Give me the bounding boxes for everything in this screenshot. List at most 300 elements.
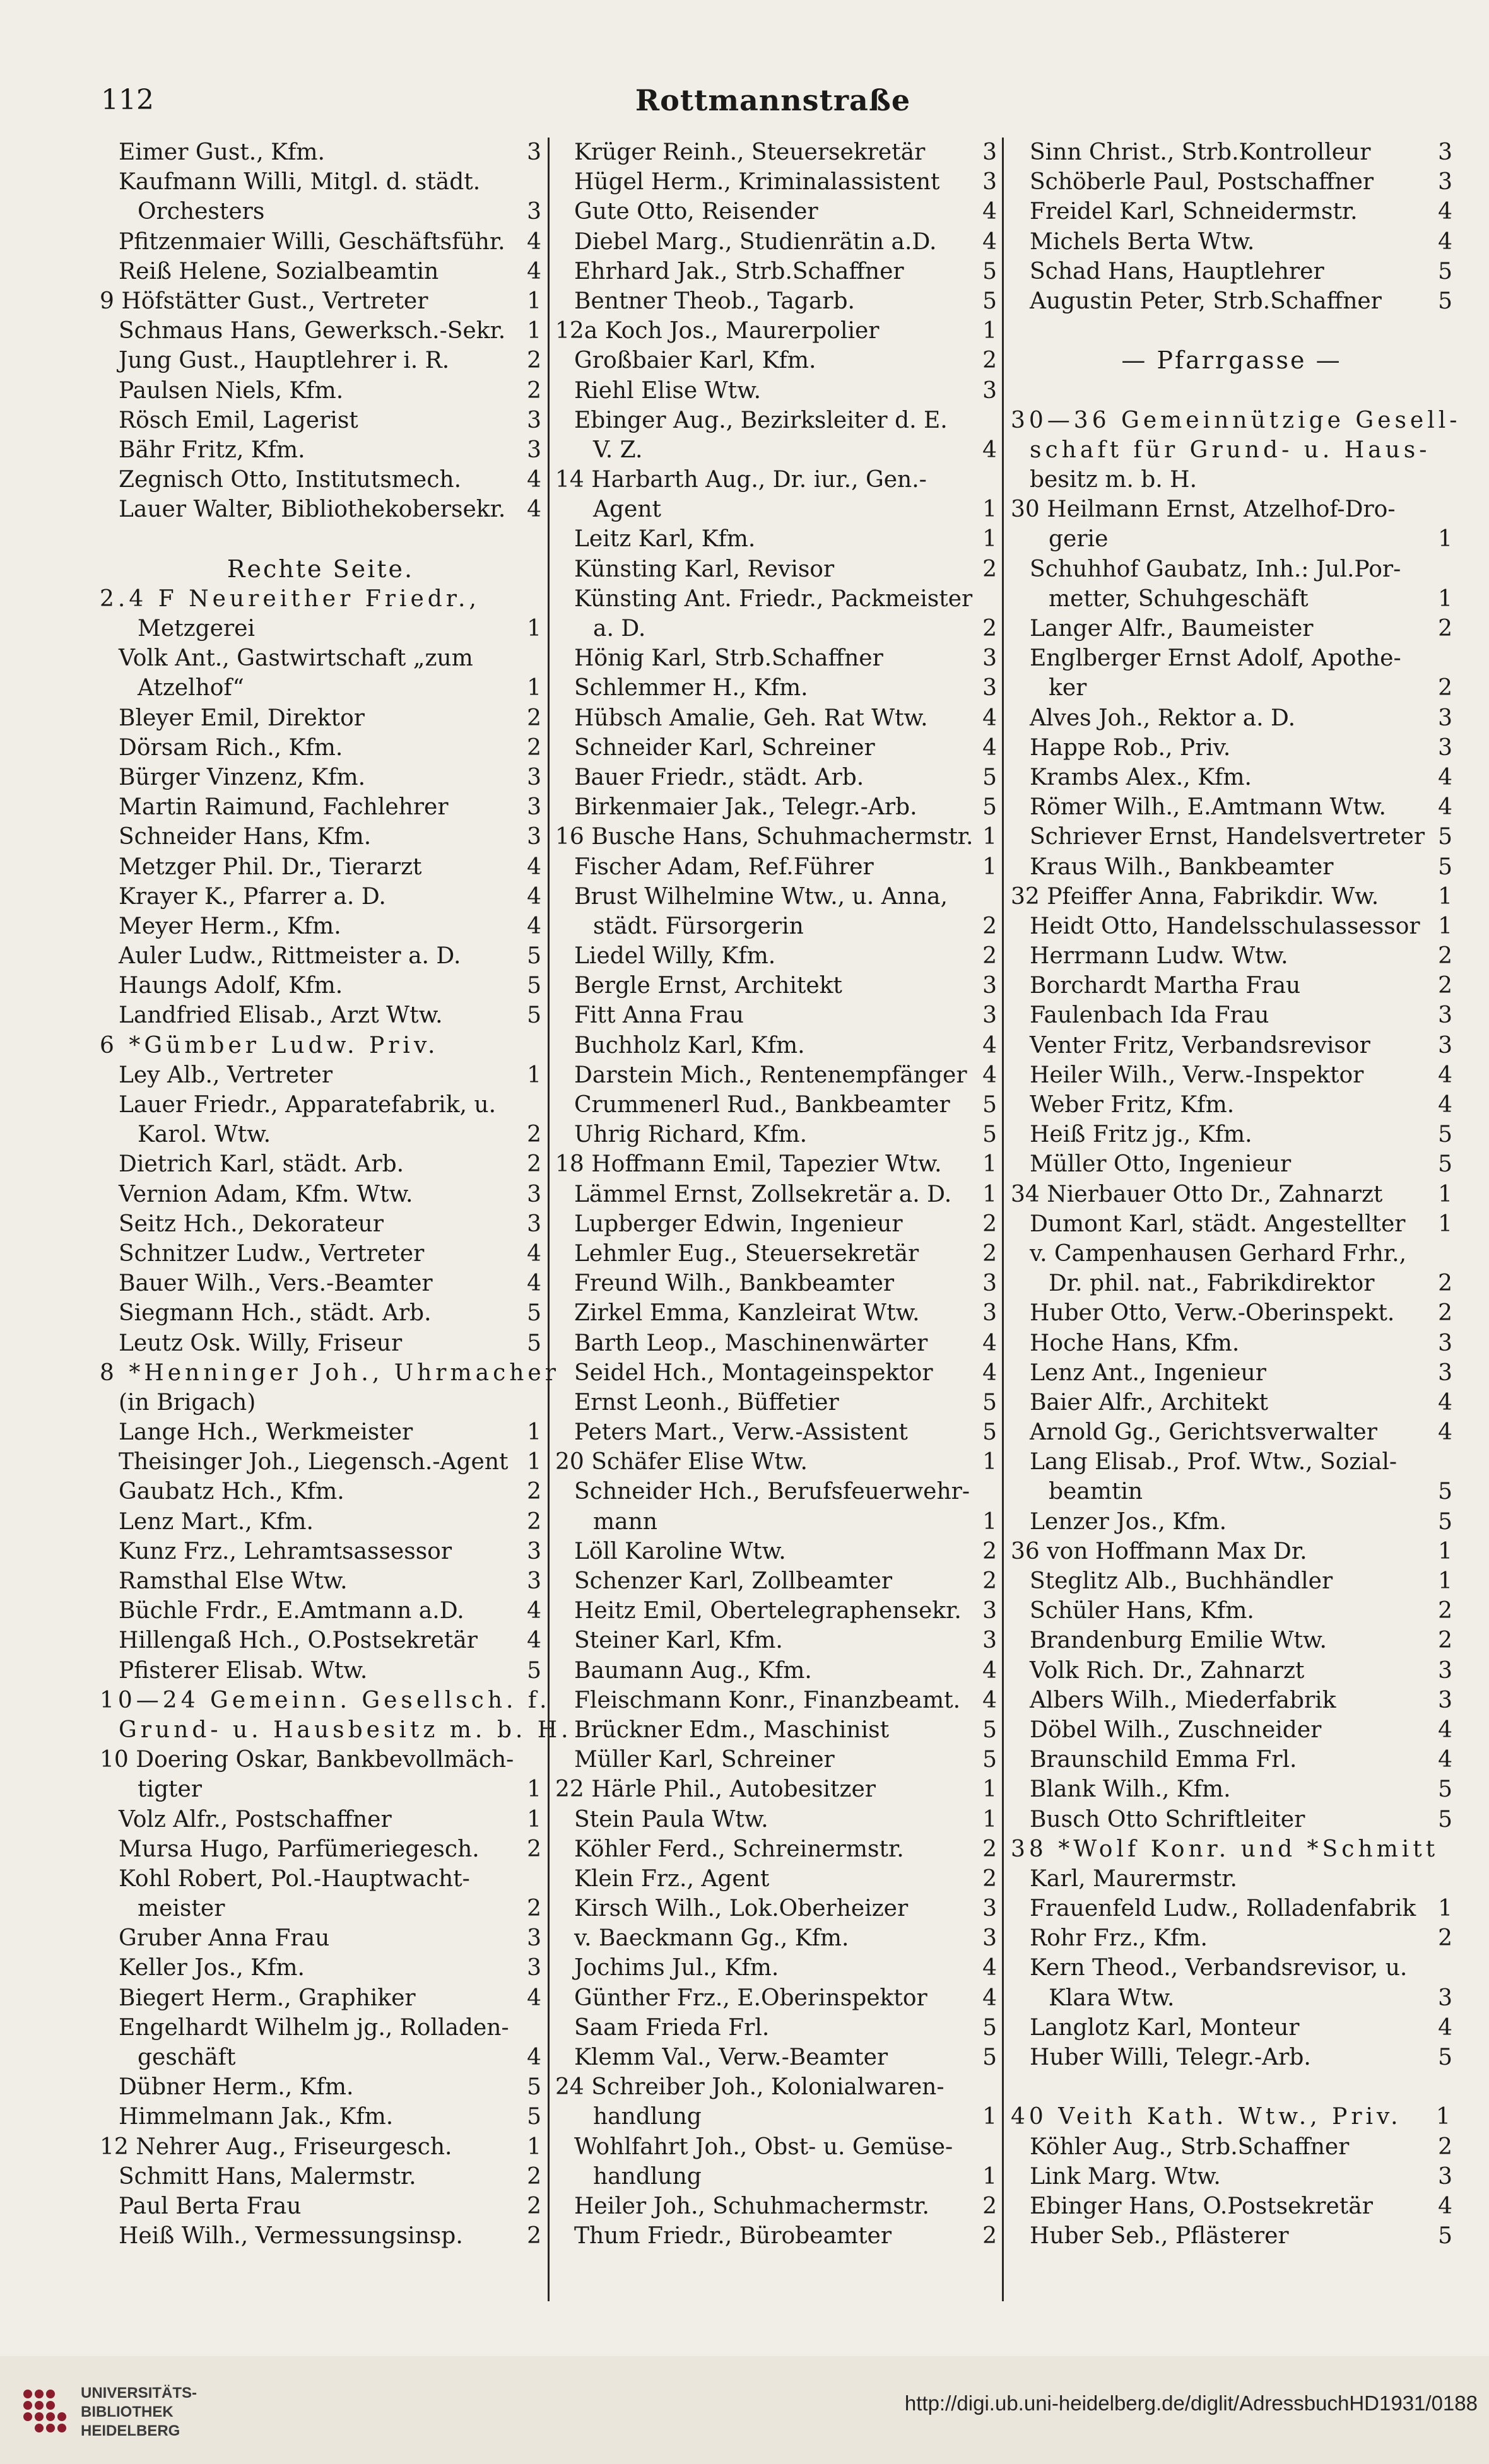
floor-number: 2 [982,1211,997,1237]
entry-text: 22 Härle Phil., Autobesitzer [555,1776,876,1803]
directory-entry [100,1000,541,1030]
floor-number: 4 [1438,1747,1452,1773]
floor-number: 4 [527,854,541,880]
library-name-line: BIBLIOTHEK [81,2403,174,2420]
directory-entry [1011,733,1452,763]
entry-text: Dietrich Karl, städt. Arb. [119,1151,404,1178]
floor-number: 3 [527,764,541,790]
entry-text: gerie [1049,526,1109,553]
directory-entry [100,1417,541,1447]
entry-text: Langer Alfr., Baumeister [1030,616,1314,642]
floor-number: 4 [527,467,541,493]
floor-number: 4 [1438,794,1452,821]
floor-number: 2 [527,1508,541,1535]
floor-number: 2 [982,348,997,374]
directory-entry [555,882,997,912]
directory-entry [100,167,541,197]
directory-entry [1011,703,1452,733]
entry-text: Augustin Peter, Strb.Schaffner [1030,288,1382,314]
entry-text: Wohlfahrt Joh., Obst- u. Gemüse- [574,2133,953,2160]
directory-entry [1011,524,1452,554]
entry-text: Frauenfeld Ludw., Rolladenfabrik [1030,1896,1416,1922]
entry-text: Keller Jos., Kfm. [119,1955,305,1981]
floor-number: 4 [982,1687,997,1713]
floor-number: 3 [982,1002,997,1029]
floor-number: 2 [982,1240,997,1267]
directory-entry [1011,1923,1452,1953]
entry-text: 36 von Hoffmann Max Dr. [1011,1538,1307,1564]
entry-text: handlung [593,2104,702,2130]
directory-entry [555,1090,997,1120]
directory-entry [100,1269,541,1298]
entry-text: meister [138,1896,225,1922]
directory-entry [1011,614,1452,643]
floor-number: 3 [982,1270,997,1297]
floor-number: 1 [982,1181,997,1207]
directory-entry [100,1834,541,1864]
directory-entry [555,2162,997,2191]
floor-number: 2 [1438,675,1452,701]
directory-entry [1011,435,1452,465]
floor-number: 2 [527,705,541,731]
directory-entry [100,1298,541,1328]
directory-entry [1011,1626,1452,1655]
floor-number: 3 [527,1211,541,1237]
entry-text: Künsting Karl, Revisor [574,556,835,582]
floor-number: 3 [527,1181,541,1207]
floor-number: 1 [982,1776,997,1803]
floor-number: 3 [982,973,997,999]
entry-text: Brückner Edm., Maschinist [574,1716,890,1743]
floor-number: 3 [527,407,541,433]
entry-text: Pfisterer Elisab. Wtw. [119,1657,368,1684]
entry-text: Auler Ludw., Rittmeister a. D. [119,943,461,970]
directory-entry [555,763,997,792]
floor-number: 4 [982,228,997,255]
entry-text: Karol. Wtw. [138,1122,271,1148]
directory-entry [1011,1060,1452,1090]
directory-entry [555,465,997,495]
floor-number: 5 [982,258,997,285]
directory-entry [555,852,997,882]
entry-text: Fitt Anna Frau [574,1002,744,1029]
directory-entry [1011,1388,1452,1417]
floor-number: 1 [1436,2104,1454,2130]
floor-number: 3 [1438,705,1452,731]
directory-entry [100,1686,551,1715]
directory-entry [100,1060,541,1090]
floor-number: 1 [982,526,997,553]
directory-entry [555,792,997,822]
floor-number: 2 [527,2163,541,2190]
directory-entry [1011,138,1452,167]
entry-text: 38 *Wolf Konr. und *Schmitt [1011,1836,1439,1862]
directory-entry [555,941,997,971]
directory-entry [1011,971,1452,1000]
directory-entry [1011,1000,1452,1030]
directory-entry [100,2072,541,2102]
floor-number: 2 [1438,1925,1452,1952]
entry-text: Riehl Elise Wtw. [574,377,762,404]
entry-text: 16 Busche Hans, Schuhmachermstr. [555,824,974,850]
floor-number: 3 [527,1925,541,1952]
floor-number: 4 [1438,2193,1452,2219]
entry-text: Metzger Phil. Dr., Tierarzt [119,854,422,880]
directory-entry [1011,2043,1452,2072]
entry-text: 32 Pfeiffer Anna, Fabrikdir. Ww. [1011,883,1379,910]
floor-number: 2 [527,1479,541,1505]
directory-entry [1011,1239,1452,1269]
directory-entry [555,2013,997,2043]
directory-entry [1011,554,1452,584]
entry-text: Michels Berta Wtw. [1030,228,1255,255]
floor-number: 5 [1438,1479,1452,1505]
entry-text: Sinn Christ., Strb.Kontrolleur [1030,139,1371,165]
floor-number: 1 [982,318,997,344]
directory-entry [100,2102,541,2132]
directory-entry [1011,1149,1452,1179]
entry-text: Heiler Wilh., Verw.-Inspektor [1030,1062,1364,1088]
floor-number: 1 [982,1806,997,1833]
directory-entry [100,1358,560,1388]
entry-text: Lämmel Ernst, Zollsekretär a. D. [574,1181,952,1207]
directory-entry [100,673,541,703]
floor-number: 2 [1438,1598,1452,1624]
floor-number: 3 [527,1955,541,1981]
entry-text: Hoche Hans, Kfm. [1030,1330,1240,1356]
entry-text: a. D. [593,616,646,642]
floor-number: 4 [982,437,997,463]
directory-entry [100,852,541,882]
directory-entry [555,1923,997,1953]
entry-text: Grund- u. Hausbesitz m. b. H. [119,1716,572,1743]
directory-entry [1011,2072,1452,2102]
directory-entry [1011,2013,1452,2043]
directory-columns [100,138,1461,2326]
directory-entry [555,2191,997,2221]
floor-number: 3 [527,1568,541,1594]
floor-number: 5 [1438,258,1452,285]
directory-entry [100,614,541,643]
floor-number: 3 [1438,169,1452,196]
directory-entry [1011,1656,1452,1686]
floor-number: 2 [527,1896,541,1922]
directory-entry [1011,1953,1452,1983]
library-name [81,2384,197,2441]
directory-entry [1011,1298,1452,1328]
entry-text: Schöberle Paul, Postschaffner [1030,169,1374,196]
entry-text: Blank Wilh., Kfm. [1030,1776,1231,1803]
directory-entry [555,733,997,763]
directory-entry [555,1180,997,1209]
entry-text: Happe Rob., Priv. [1030,734,1231,761]
directory-entry [1011,2191,1452,2221]
directory-entry [100,465,541,495]
directory-entry [100,1447,541,1477]
entry-text: Heiß Fritz jg., Kfm. [1030,1122,1252,1148]
entry-text: Gaubatz Hch., Kfm. [119,1479,344,1505]
floor-number: 4 [1438,1062,1452,1088]
entry-text: Seitz Hch., Dekorateur [119,1211,384,1237]
directory-entry [555,554,997,584]
floor-number: 3 [982,139,997,165]
entry-text: Klein Frz., Agent [574,1865,770,1892]
entry-text: Schneider Hch., Berufsfeuerwehr- [574,1479,970,1505]
directory-entry [1011,1180,1452,1209]
entry-text: Darstein Mich., Rentenempfänger [574,1062,967,1088]
directory-entry [100,1953,541,1983]
floor-number: 4 [1438,1092,1452,1118]
directory-entry [100,2013,541,2043]
entry-text: Thum Friedr., Bürobeamter [574,2223,892,2250]
floor-number: 4 [527,913,541,939]
entry-text: Ernst Leonh., Büffetier [574,1389,839,1416]
entry-text: Atzelhof“ [138,675,244,701]
directory-entry [555,2132,997,2162]
entry-text: (in Brigach) [119,1389,256,1416]
directory-entry [555,614,997,643]
entry-text: Orchesters [138,199,265,225]
floor-number: 4 [527,1270,541,1297]
directory-entry [100,227,541,257]
directory-entry [1011,822,1452,852]
entry-text: Theisinger Joh., Liegensch.-Agent [119,1449,509,1475]
entry-text: Rechte Seite. [227,554,415,583]
floor-number: 2 [1438,1300,1452,1327]
entry-text: Alves Joh., Rektor a. D. [1030,705,1296,731]
entry-text: metter, Schuhgeschäft [1049,585,1309,612]
directory-entry [555,1477,997,1506]
entry-text: Bauer Wilh., Vers.-Beamter [119,1270,433,1297]
entry-text: Löll Karoline Wtw. [574,1538,786,1564]
directory-entry [1011,167,1452,197]
entry-text: Krüger Reinh., Steuersekretär [574,139,926,165]
entry-text: Schneider Karl, Schreiner [574,734,875,761]
directory-entry [100,1090,541,1120]
directory-entry [100,1775,541,1804]
directory-entry [1011,941,1452,971]
entry-text: Crummenerl Rud., Bankbeamter [574,1092,950,1118]
floor-number: 1 [527,288,541,314]
entry-text: Lauer Friedr., Apparatefabrik, u. [119,1092,497,1118]
directory-entry [555,167,997,197]
floor-number: 1 [1438,1538,1452,1564]
directory-entry [555,1953,997,1983]
entry-text: V. Z. [593,437,643,463]
entry-text: Krayer K., Pfarrer a. D. [119,883,386,910]
entry-text: Heiler Joh., Schuhmachermstr. [574,2193,929,2219]
entry-text: Bauer Friedr., städt. Arb. [574,764,864,790]
floor-number: 4 [1438,1389,1452,1416]
entry-text: Haungs Adolf, Kfm. [119,973,343,999]
directory-entry [555,1120,997,1149]
floor-number: 5 [527,1300,541,1327]
floor-number: 3 [982,169,997,196]
column-left [100,138,572,2326]
floor-number: 2 [527,1122,541,1148]
entry-text: Ebinger Hans, O.Postsekretär [1030,2193,1373,2219]
entry-text: Birkenmaier Jak., Telegr.-Arb. [574,794,917,821]
entry-text: Dr. phil. nat., Fabrikdirektor [1049,1270,1375,1297]
directory-entry [100,197,541,226]
entry-text: Schlemmer H., Kfm. [574,675,808,701]
floor-number: 2 [1438,1270,1452,1297]
source-url-link[interactable]: http://digi.ub.uni-heidelberg.de/diglit/AdressbuchHD1931/0188 [904,2391,1478,2415]
floor-number: 4 [982,1985,997,2011]
entry-text: Braunschild Emma Frl. [1030,1747,1297,1773]
entry-text: Schmitt Hans, Malermstr. [119,2163,416,2190]
entry-text: Metzgerei [138,616,255,642]
entry-text: Schad Hans, Hauptlehrer [1030,258,1324,285]
floor-number: 1 [1438,585,1452,612]
entry-text: Köhler Ferd., Schreinermstr. [574,1836,904,1862]
floor-number: 5 [1438,2045,1452,2070]
floor-number: 1 [1438,913,1452,939]
entry-text: Döbel Wilh., Zuschneider [1030,1716,1322,1743]
floor-number: 5 [982,1389,997,1416]
entry-text: Ehrhard Jak., Strb.Schaffner [574,258,904,285]
entry-text: Heiß Wilh., Vermessungsinsp. [119,2223,463,2250]
entry-text: 40 Veith Kath. Wtw., Priv. [1011,2104,1402,2130]
entry-text: Siegmann Hch., städt. Arb. [119,1300,432,1327]
entry-text: 10 Doering Oskar, Bankbevollmäch- [100,1747,514,1773]
directory-entry [555,1894,997,1923]
entry-text: Meyer Herm., Kfm. [119,913,341,939]
floor-number: 3 [982,1896,997,1922]
floor-number: 5 [982,764,997,790]
directory-entry [1011,1358,1452,1388]
floor-number: 2 [1438,616,1452,642]
entry-text: Weber Fritz, Kfm. [1030,1092,1235,1118]
floor-number: 2 [982,2223,997,2250]
entry-text: Brust Wilhelmine Wtw., u. Anna, [574,883,948,910]
directory-entry [1011,1031,1452,1060]
directory-entry [555,1329,997,1358]
floor-number: 5 [982,288,997,314]
entry-text: 9 Höfstätter Gust., Vertreter [100,288,428,314]
entry-text: Schenzer Karl, Zollbeamter [574,1568,893,1594]
floor-number: 2 [1438,943,1452,970]
directory-entry [100,971,541,1000]
directory-entry [100,1149,541,1179]
floor-number: 3 [982,1598,997,1624]
floor-number: 2 [527,1151,541,1178]
floor-number: 5 [982,1122,997,1148]
directory-entry [1011,1864,1452,1894]
floor-number: 4 [982,734,997,761]
floor-number: 3 [1438,734,1452,761]
directory-entry [100,2191,541,2221]
directory-entry [555,2221,997,2251]
entry-text: Ebinger Aug., Bezirksleiter d. E. [574,407,948,433]
directory-entry [555,1149,997,1179]
entry-text: Bleyer Emil, Direktor [119,705,365,731]
library-name-line: HEIDELBERG [81,2422,180,2439]
entry-text: — Pfarrgasse — [1121,346,1342,375]
floor-number: 3 [982,645,997,672]
directory-entry [555,2072,997,2102]
entry-text: Ramsthal Else Wtw. [119,1568,348,1594]
floor-number: 5 [1438,1122,1452,1148]
entry-text: Lang Elisab., Prof. Wtw., Sozial- [1030,1449,1397,1475]
entry-text: Uhrig Richard, Kfm. [574,1122,808,1148]
directory-entry [555,495,997,524]
floor-number: 2 [1438,2133,1452,2160]
entry-text: Ley Alb., Vertreter [119,1062,333,1088]
entry-text: ker [1049,675,1087,701]
entry-text: v. Campenhausen Gerhard Frhr., [1030,1240,1407,1267]
entry-text: 30 Heilmann Ernst, Atzelhof-Dro- [1011,496,1396,523]
entry-text: Engelhardt Wilhelm jg., Rolladen- [119,2014,509,2041]
directory-entry [1011,1775,1452,1804]
directory-entry [1011,1834,1452,1864]
entry-text: Krambs Alex., Kfm. [1030,764,1252,790]
directory-entry [555,1864,997,1894]
directory-entry [100,2221,541,2251]
directory-entry [100,1715,572,1745]
directory-entry [100,406,541,435]
viewer-footer [0,2356,1489,2464]
directory-entry [1011,197,1452,226]
floor-number: 4 [527,496,541,523]
entry-text: Köhler Aug., Strb.Schaffner [1030,2133,1350,2160]
directory-entry [1011,1120,1452,1149]
entry-text: beamtin [1049,1479,1143,1505]
directory-entry [1011,227,1452,257]
floor-number: 5 [527,1330,541,1356]
directory-entry [100,1329,541,1358]
entry-text: Müller Otto, Ingenieur [1030,1151,1292,1178]
entry-text: städt. Fürsorgerin [593,913,804,939]
directory-entry [555,1686,997,1715]
floor-number: 4 [527,258,541,285]
floor-number: 3 [1438,1002,1452,1029]
directory-entry [555,584,997,614]
directory-entry [1011,1983,1452,2013]
floor-number: 1 [982,854,997,880]
floor-number: 5 [527,1002,541,1029]
directory-entry [1011,1894,1452,1923]
entry-text: Kraus Wilh., Bankbeamter [1030,854,1334,880]
entry-text: Lenz Mart., Kfm. [119,1508,314,1535]
entry-text: Peters Mart., Verw.-Assistent [574,1419,908,1446]
directory-entry [1011,1596,1452,1626]
floor-number: 1 [1438,883,1452,910]
directory-entry [1011,1686,1452,1715]
floor-number: 2 [982,616,997,642]
floor-number: 2 [527,377,541,404]
directory-entry [1011,852,1452,882]
directory-entry [555,257,997,286]
floor-number: 1 [982,2163,997,2190]
floor-number: 2 [982,2193,997,2219]
entry-text: Liedel Willy, Kfm. [574,943,776,970]
directory-entry [555,1745,997,1775]
floor-number: 3 [982,675,997,701]
floor-number: 5 [527,1657,541,1684]
floor-number: 1 [1438,1181,1452,1207]
entry-text: Borchardt Martha Frau [1030,973,1301,999]
directory-entry [100,286,541,316]
directory-entry [1011,2132,1452,2162]
entry-text: Lange Hch., Werkmeister [119,1419,413,1446]
floor-number: 5 [1438,1776,1452,1803]
floor-number: 4 [982,199,997,225]
entry-text: Huber Seb., Pflästerer [1030,2223,1289,2250]
directory-entry [555,1537,997,1566]
entry-text: Dumont Karl, städt. Angestellter [1030,1211,1406,1237]
entry-text: Stein Paula Wtw. [574,1806,768,1833]
